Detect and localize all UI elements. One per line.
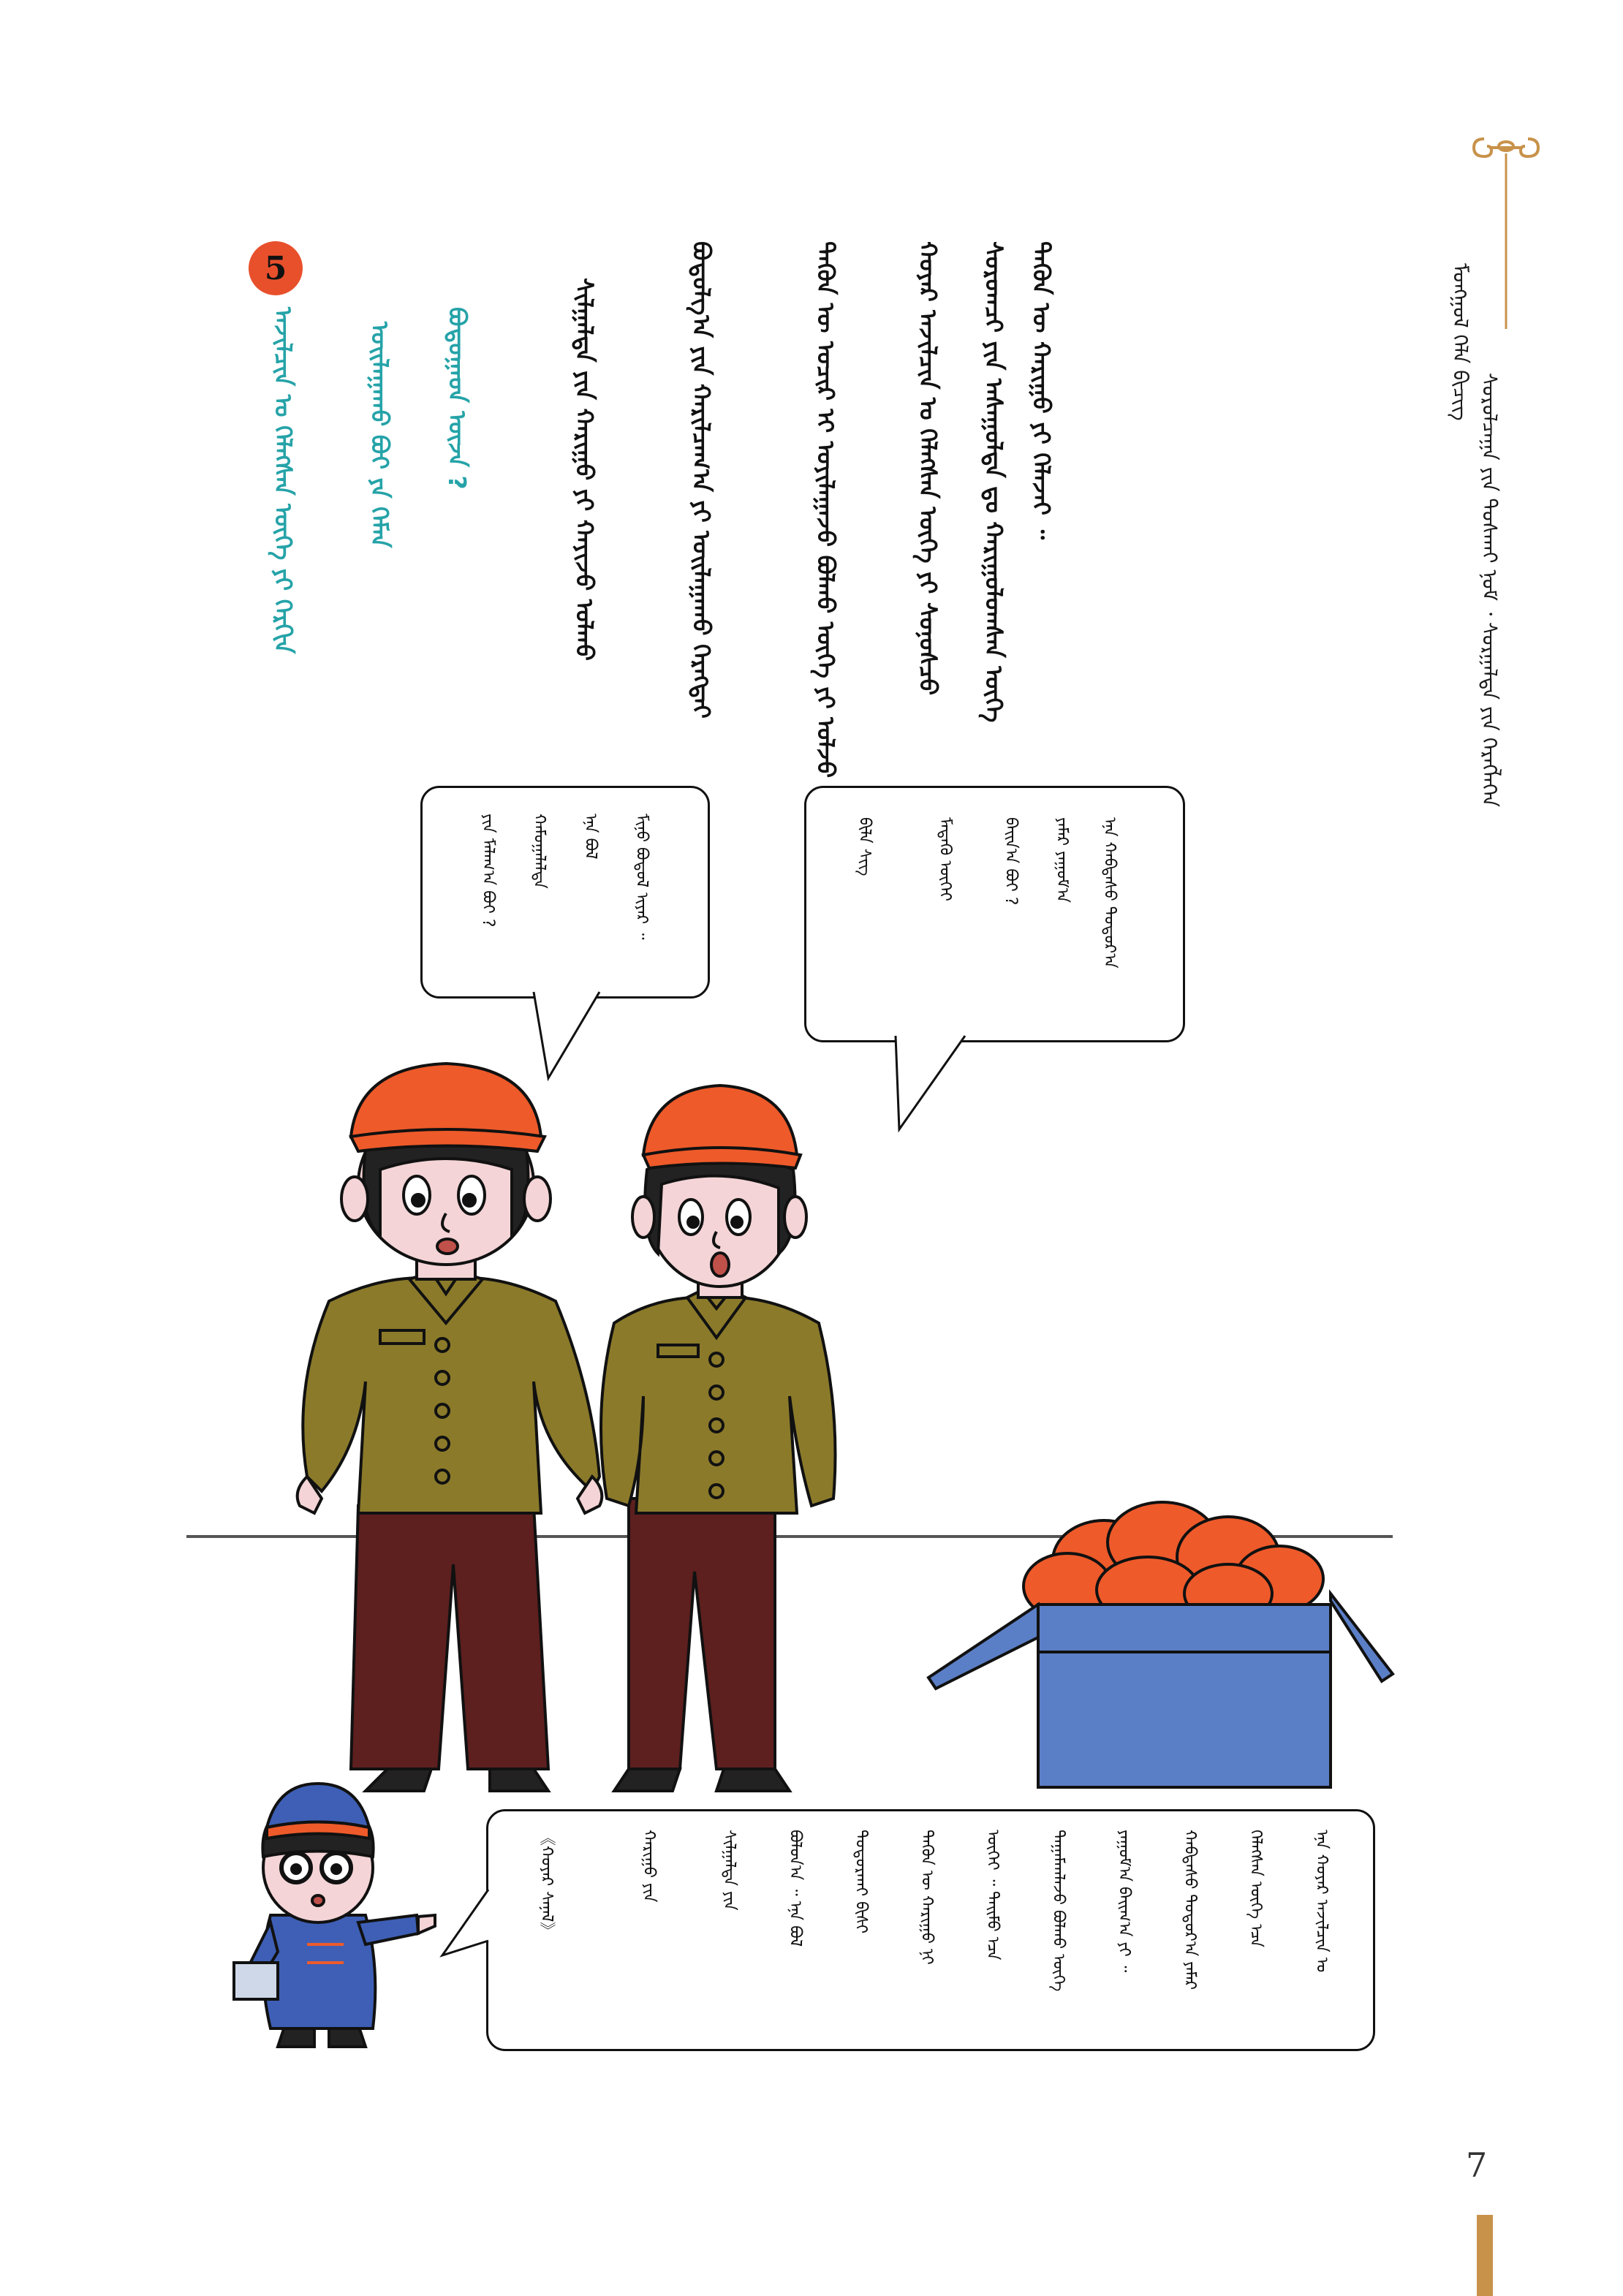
bubble-line: ᠬᠠᠮᠤᠭᠠᠯᠠᠯᠲᠠ <box>530 814 548 889</box>
bubble-line: ᠡᠨᠡ ᠪᠣᠯ <box>581 814 599 860</box>
question-line: ᠪᠣᠳᠣᠭᠠᠳ ᠦᠵᠡ ? <box>443 307 472 490</box>
body-line: ᠲᠡᠭᠦᠨ ᠦ ᠤᠴᠢᠷ ᠢ ᠣᠶᠢᠯᠠᠭᠠᠵᠤ ᠪᠣᠯᠬᠤ ᠦᠭᠡ ᠶᠢ ᠣᠯᠵᠤ <box>812 241 840 778</box>
bubble-line: ᠶᠠᠭᠤᠮ᠎ᠠ ᠪᠠᠢᠭ᠎ᠠ ᠶᠢ ᠃ <box>1115 1830 1133 1973</box>
header-title: ᠮᠣᠩᠭᠣᠯ ᠬᠡᠯᠡ ᠪᠢᠴᠢᠭ <box>1448 263 1472 421</box>
bubble-tail <box>892 1034 980 1137</box>
bubble-tail <box>439 1886 497 1974</box>
bubble-line: ᠬᠠᠪᠲᠠᠰᠤ ᠳᠣᠲᠣᠷ᠎ᠠ ᠶᠠᠮᠠᠷ <box>1181 1830 1199 1990</box>
page-number-text: 7 <box>1466 2145 1488 2185</box>
bubble-line: ᠪᠠᠢᠨ᠎ᠠ ᠪᠣᠢ ? <box>1002 817 1020 906</box>
bubble-line: ᠮᠢᠨᠦ ᠪᠣᠳᠣᠯ ᠢᠶᠠᠷ ᠃ <box>632 814 651 940</box>
bubble-line: ᠰᠢᠯᠭᠠᠯᠲᠠ ᠶᠢᠨ <box>720 1830 738 1911</box>
bubble-line: ᠶᠠᠮᠠᠷ ᠶᠠᠭᠤᠮ᠎ᠠ <box>1053 817 1071 903</box>
question-line: ᠠᠵᠢᠯᠴᠢᠨ ᠤ ᠬᠡᠯᠡᠭᠰᠡᠨ ᠦᠭᠡ ᠶᠢ ᠬᠡᠷᠬᠢᠨ <box>269 307 298 654</box>
bubble-line: ᠶᠢᠨ ᠮᠠᠯᠠᠭ᠎ᠠ ᠪᠣᠢ ? <box>479 814 497 928</box>
bubble-line: ᠲᠡᠭᠦᠨ ᠦ ᠬᠠᠷᠢᠭᠤ ᠨᠢ <box>918 1830 936 1965</box>
box-of-oranges <box>914 1491 1396 1798</box>
body-line: ᠰᠢᠯᠭᠠᠯᠲᠠ ᠶᠢᠨ ᠬᠠᠷᠢᠭᠤ ᠶᠢ ᠬᠠᠶᠢᠵᠤ ᠣᠯᠬᠤ <box>570 278 599 661</box>
speech-bubble-bottom <box>486 1809 1375 2051</box>
bubble-line: ᠮᠡᠳᠡᠬᠦ ᠦᠭᠡᠢ <box>936 817 954 901</box>
body-line: ᠪᠣᠳᠣᠯᠭ᠎ᠠ ᠶᠢᠨ ᠬᠠᠷᠢᠯᠴᠠᠭ᠎ᠠ ᠶᠢ ᠣᠢᠯᠠᠭᠠᠬᠤ ᠬᠡᠷᠡᠭᠲᠡᠢ <box>687 241 716 719</box>
bubble-line: ᠪᠢᠯᠡ ᠰᠢᠭ <box>855 817 874 876</box>
question-number-badge <box>249 241 303 295</box>
bubble-line: ᠲᠣᠳᠣᠷᠬᠠᠢ ᠪᠢᠰᠢ <box>852 1830 870 1934</box>
bubble-line: ᠡᠨᠡ ᠬᠠᠪᠲᠠᠰᠤ ᠳᠣᠲᠣᠷ᠎ᠠ <box>1100 817 1119 969</box>
bubble-line: ᠪᠣᠯᠤᠨ᠎ᠠ ᠃ ᠡᠨᠡ ᠪᠣᠯ <box>786 1830 804 1947</box>
header-subtitle: ᠰᠤᠷᠤᠯᠴᠠᠭᠠ ᠶᠢᠨ ᠲᠤᠰᠬᠠᠢ ᠨᠣᠮ ᠂ ᠰᠤᠷᠭᠠᠯᠲᠠ ᠶᠢᠨ ᠬᠡᠷᠡᠭᠯᠡᠭᠡᠨ <box>1478 373 1502 808</box>
page-tab <box>1477 2215 1493 2296</box>
speech-bubble-left <box>420 786 710 999</box>
boy-character <box>227 1776 439 2054</box>
worker-right <box>599 1045 863 1798</box>
question-number: 5 <box>264 249 287 287</box>
body-line: ᠲᠡᠭᠦᠨ ᠦ ᠬᠠᠷᠢᠭᠤ ᠶᠢ ᠬᠡᠯᠡᠵᠡᠢ ᠃ <box>1027 241 1056 540</box>
body-line: ᠬᠣᠶᠠᠷ ᠠᠵᠢᠯᠴᠢᠨ ᠤ ᠬᠡᠯᠡᠭᠰᠡᠨ ᠦᠭᠡ ᠶᠢ ᠰᠣᠨᠣᠰᠴᠤ <box>914 241 942 696</box>
question-line: ᠣᠢᠯᠠᠭᠠᠬᠤ ᠪᠣᠢ ᠶᠠ ᠬᠡᠮᠡᠨ <box>366 322 394 548</box>
bubble-line: ᠬᠠᠷᠢᠭᠤ ᠶᠢᠨ <box>640 1830 658 1903</box>
bubble-line: ᠡᠨᠡ ᠬᠣᠶᠠᠷ ᠠᠵᠢᠯᠴᠢᠨ ᠤ <box>1312 1830 1331 1973</box>
worker-left <box>278 1038 629 1798</box>
bubble-tail <box>526 990 607 1086</box>
bubble-line: ᠦᠭᠡᠢ ᠃ ᠲᠡᠢᠮᠦ ᠡᠴᠡ <box>983 1830 1002 1960</box>
bubble-line: ᠲᠠᠭᠠᠮᠠᠭᠯᠠᠵᠤ ᠪᠣᠯᠬᠤ ᠦᠭᠡ <box>1049 1830 1067 1992</box>
speech-bubble-right <box>804 786 1185 1042</box>
bubble-line: ᠬᠡᠯᠡᠭᠰᠡᠨ ᠦᠭᠡ ᠡᠴᠡ <box>1246 1830 1265 1948</box>
body-line: ᠰᠤᠷᠤᠭᠴᠢ ᠶᠢᠨ ᠠᠰᠠᠭᠤᠯᠲᠠ ᠳᠤ ᠬᠠᠷᠢᠭᠤᠯᠤᠭᠰᠠᠨ ᠦᠭᠡ <box>980 241 1008 723</box>
bubble-line: 《ᠬᠣᠶᠠᠷ ᠰᠠᠨᠠᠯ》 <box>537 1830 556 1939</box>
page-number <box>1466 2145 1487 2185</box>
